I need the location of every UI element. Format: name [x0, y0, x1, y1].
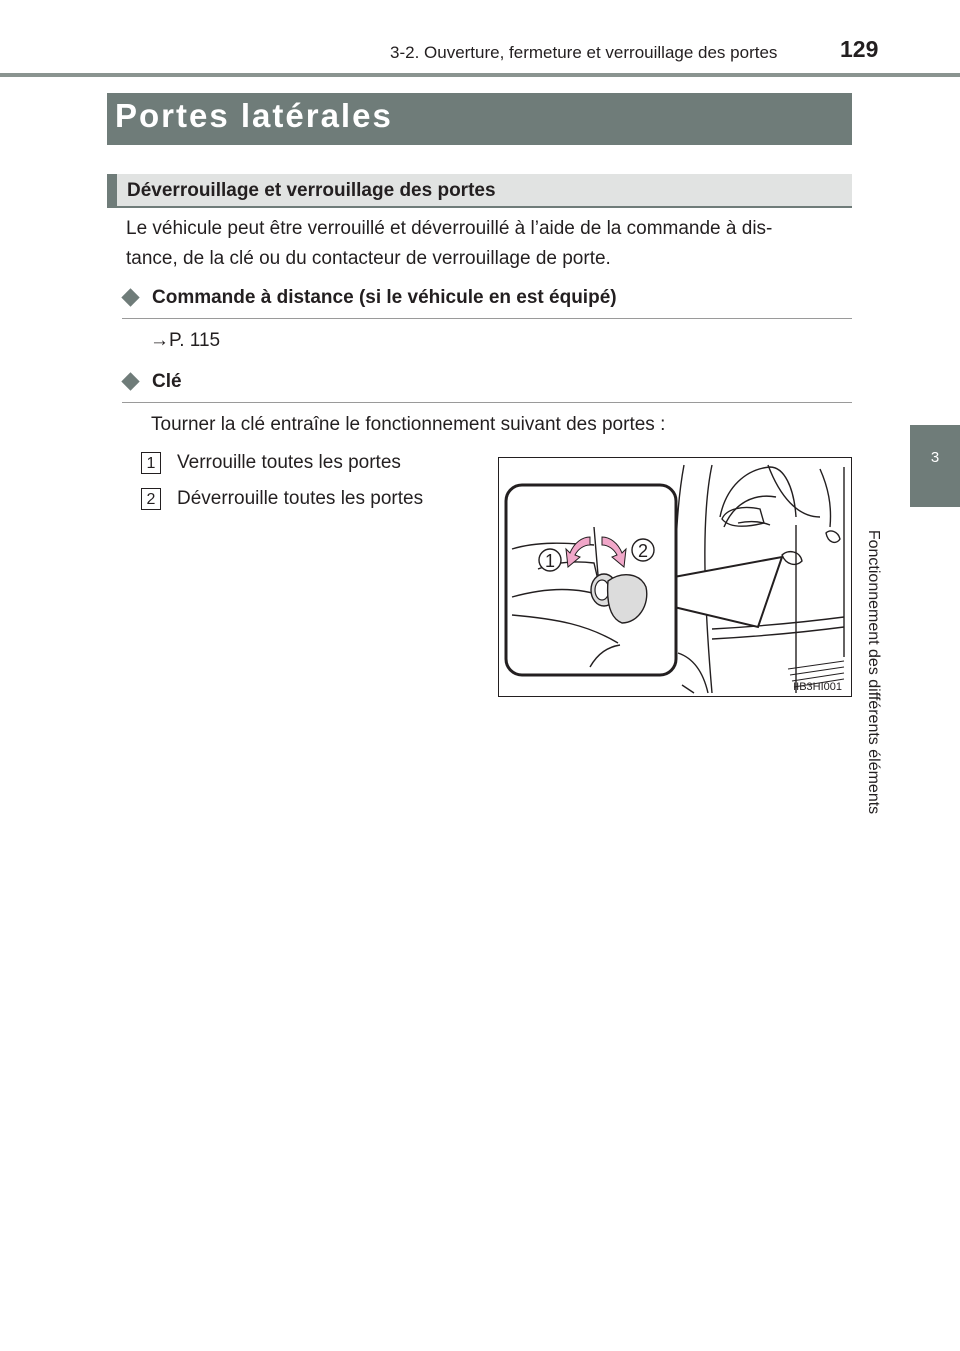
step-text: Verrouille toutes les portes — [177, 452, 401, 473]
page-title-bar — [107, 93, 852, 145]
page-number: 129 — [840, 36, 879, 62]
figure-code: IIB3HI001 — [793, 681, 842, 693]
subheading-bar — [107, 174, 852, 208]
page-title: Portes latérales — [115, 97, 393, 134]
step-number-box: 2 — [141, 488, 161, 510]
section-heading-key — [122, 368, 852, 403]
diamond-bullet-icon — [121, 372, 139, 390]
chapter-title: Fonctionnement des différents éléments — [865, 529, 882, 815]
chapter-tab — [910, 425, 960, 507]
section-heading-remote — [122, 284, 852, 319]
intro-paragraph — [126, 214, 846, 274]
section-reference: 3-2. Ouverture, fermeture et verrouillage des portes — [390, 43, 778, 62]
chapter-number: 3 — [930, 449, 940, 466]
step-number-box: 1 — [141, 452, 161, 474]
subheading: Déverrouillage et verrouillage des portes — [127, 180, 496, 201]
section-heading-text: Clé — [152, 371, 182, 392]
diamond-bullet-icon — [121, 288, 139, 306]
intro-line: tance, de la clé ou du contacteur de verrouillage de porte. — [126, 248, 611, 269]
subheading-accent — [107, 174, 117, 208]
step-text: Déverrouille toutes les portes — [177, 488, 424, 509]
header-divider — [0, 73, 960, 77]
section-heading-text: Commande à distance (si le véhicule en est équipé) — [152, 287, 617, 308]
page-reference-link[interactable]: →P. 115 — [150, 330, 221, 351]
figure-callout-1: 1 — [544, 551, 556, 571]
key-description: Tourner la clé entraîne le fonctionnement suivant des portes : — [151, 414, 666, 435]
intro-line: Le véhicule peut être verrouillé et déverrouillé à l’aide de la commande à dis- — [126, 218, 773, 239]
figure-callout-2: 2 — [637, 541, 649, 561]
door-key-illustration — [498, 457, 852, 697]
